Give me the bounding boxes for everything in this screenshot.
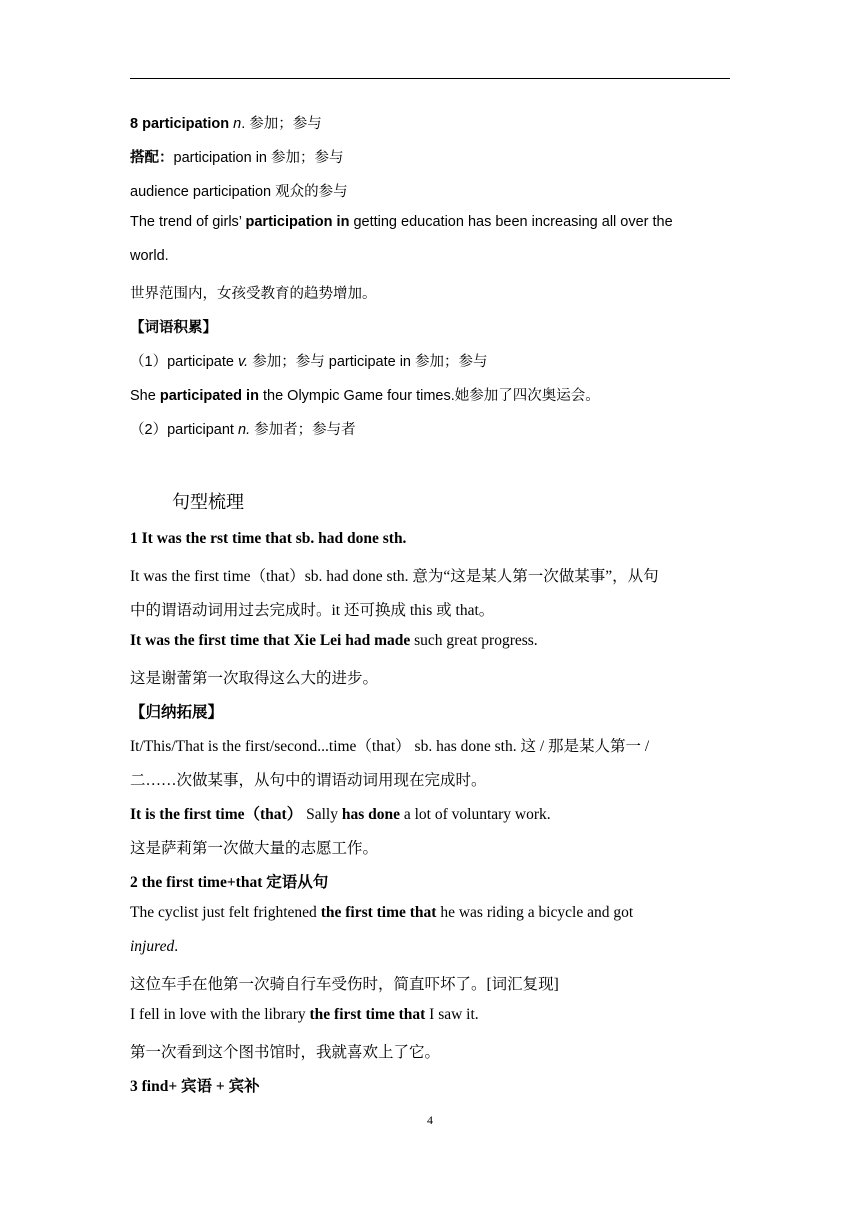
highlight-phrase: the first time that [309, 1006, 426, 1023]
collocation-label: 搭配： [130, 150, 174, 166]
induction-example-translation: 这是萨莉第一次做大量的志愿工作。 [130, 840, 379, 857]
pattern2-example-translation: 这位车手在他第一次骑自行车受伤时，简直吓坏了。[词汇复现] [130, 976, 559, 993]
collocation-text: participation in 参加；参与 [173, 150, 344, 166]
highlight-phrase: It was the first time that Xie Lei had made [130, 632, 411, 649]
pattern2-example-2: I fell in love with the library the first time that I saw it. [130, 1006, 479, 1023]
induction-example: It is the first time（that） Sally has done a lot of voluntary work. [130, 806, 551, 823]
pattern-explanation: It was the first time（that）sb. had done sth. 意为“这是某人第一次做某事”，从句 [130, 568, 659, 585]
page-number: 4 [427, 1113, 433, 1127]
pattern-explanation-cont: 中的谓语动词用过去完成时。it 还可换成 this 或 that。 [130, 602, 495, 619]
highlight-phrase: It is the first time（that） [130, 806, 303, 823]
collocation-line-2: audience participation 观众的参与 [130, 184, 348, 200]
pattern2-example-cont: injured. [130, 938, 179, 955]
header-rule [130, 78, 730, 79]
word-accumulation-heading: 【词语积累】 [130, 320, 217, 336]
pattern-title-2: 2 the first time+that 定语从句 [130, 874, 329, 891]
highlight-phrase: participated in [159, 388, 259, 404]
pattern-example: It was the first time that Xie Lei had made such great progress. [130, 632, 538, 649]
pattern-title-1: 1 It was the rst time that sb. had done sth. [130, 530, 407, 547]
vocab-entry-title [130, 112, 322, 133]
pattern-example-translation: 这是谢蕾第一次取得这么大的进步。 [130, 670, 379, 687]
collocation-line [130, 146, 344, 167]
accumulation-item-2: （2）participant n. 参加者；参与者 [130, 422, 356, 438]
induction-heading: 【归纳拓展】 [130, 704, 224, 721]
highlight-phrase: has done [341, 806, 400, 823]
example-translation: 世界范围内，女孩受教育的趋势增加。 [130, 286, 377, 302]
example-sentence: The trend of girls’ participation in getting education has been increasing all over the [130, 214, 673, 230]
pattern-title-3: 3 find+ 宾语 + 宾补 [130, 1078, 260, 1095]
highlight-phrase: participation in [245, 214, 350, 230]
pos-label: v. [238, 354, 249, 370]
pos-label: n. [238, 422, 251, 438]
accumulation-item-1: （1）participate v. 参加；参与 participate in 参加；参与 [130, 354, 488, 370]
pattern2-example-2-translation: 第一次看到这个图书馆时，我就喜欢上了它。 [130, 1044, 441, 1061]
highlight-phrase: the first time that [320, 904, 437, 921]
vocab-word: 8 participation [130, 116, 230, 132]
pattern2-example: The cyclist just felt frightened the first time that he was riding a bicycle and got [130, 904, 634, 921]
vocab-meaning: . 参加；参与 [241, 116, 322, 132]
pos-label: n [233, 116, 242, 132]
example-sentence-cont: world. [130, 248, 169, 264]
accumulation-example: She participated in the Olympic Game four times.她参加了四次奥运会。 [130, 388, 600, 404]
induction-explanation-cont: 二……次做某事，从句中的谓语动词用现在完成时。 [130, 772, 487, 789]
induction-explanation: It/This/That is the first/second...time（that） sb. has done sth. 这 / 那是某人第一 / [130, 738, 650, 755]
section-heading: 句型梳理 [172, 492, 244, 513]
